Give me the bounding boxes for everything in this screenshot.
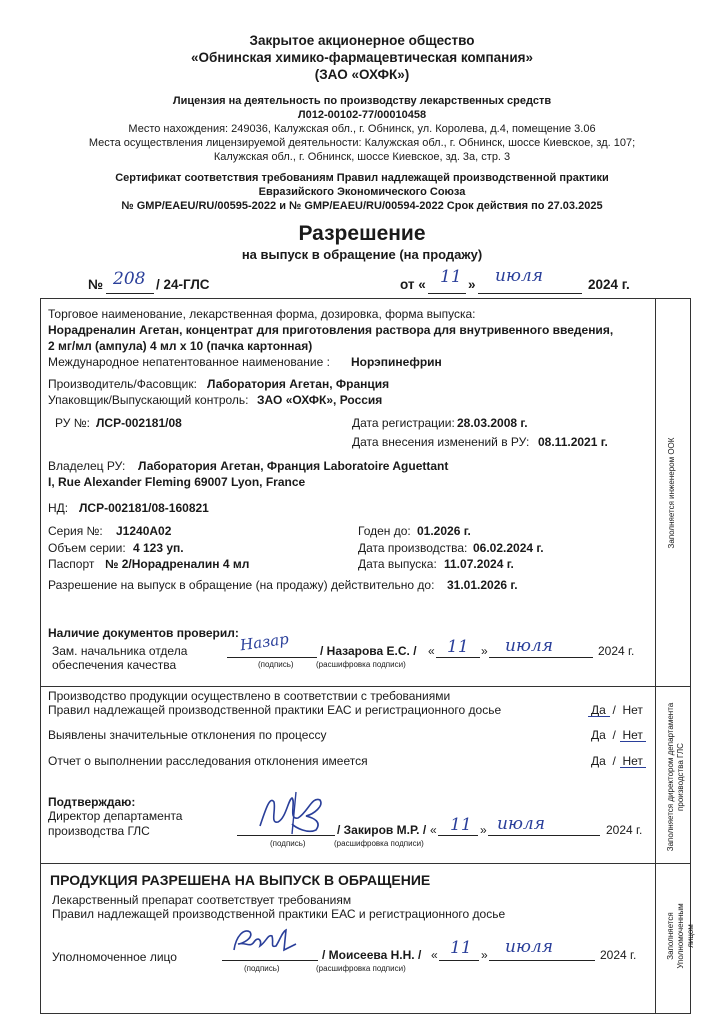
release-close-quote: » — [481, 948, 488, 962]
product-name-2: 2 мг/мл (ампула) 4 мл х 10 (пачка картонная) — [48, 339, 313, 353]
packer-label: Упаковщик/Выпускающий контроль: — [48, 393, 249, 407]
manufacturer-label: Производитель/Фасовщик: — [48, 377, 197, 391]
release-caption-sig: (подпись) — [244, 964, 280, 973]
inn-value: Норэпинефрин — [351, 355, 442, 369]
nd-value: ЛСР-002181/08-160821 — [79, 501, 209, 515]
confirm-role-1: Директор департамента — [48, 809, 183, 823]
docs-check-name: / Назарова Е.С. / — [320, 644, 417, 658]
confirm-year: 2024 г. — [606, 823, 643, 837]
owner-value-1: Лаборатория Агетан, Франция Laboratoire Aguettant — [138, 459, 449, 473]
doc-date-prefix: от « — [400, 277, 426, 292]
prod-date-label: Дата производства: — [358, 541, 468, 555]
docs-check-year: 2024 г. — [598, 644, 635, 658]
docs-check-caption-sig: (подпись) — [258, 660, 294, 669]
owner-value-2: I, Rue Alexander Fleming 69007 Lyon, France — [48, 475, 306, 489]
confirm-open-quote: « — [430, 823, 437, 837]
docs-check-role-2: обеспечения качества — [52, 658, 177, 672]
release-date-value: 11.07.2024 г. — [444, 557, 514, 571]
ru-value: ЛСР-002181/08 — [96, 416, 182, 430]
docs-check-role-1: Зам. начальника отдела — [52, 644, 188, 658]
ru-label: РУ №: — [55, 416, 90, 430]
doc-date-year: 2024 г. — [588, 277, 630, 292]
confirm-role-2: производства ГЛС — [48, 824, 150, 838]
doc-number-suffix: / 24-ГЛС — [156, 277, 210, 292]
confirm-day: 11 — [450, 815, 472, 835]
docs-check-day: 11 — [447, 637, 469, 657]
series-value: J1240A02 — [116, 524, 172, 538]
release-name: / Моисеева Н.Н. / — [322, 948, 422, 962]
nd-label: НД: — [48, 501, 69, 515]
passport-value: № 2/Норадреналин 4 мл — [105, 557, 250, 571]
doc-date-month: июля — [495, 266, 543, 286]
doc-date-day: 11 — [440, 267, 462, 287]
q3-text: Отчет о выполнении расследования отклонения имеется — [48, 754, 368, 768]
inn-label: Международное непатентованное наименование : — [48, 355, 330, 369]
doc-number-handwritten: 208 — [113, 269, 146, 289]
confirm-caption-sig: (подпись) — [270, 839, 306, 848]
side-label-gls: Заполняется директором департамента производства ГЛС — [666, 702, 685, 852]
release-role: Уполномоченное лицо — [52, 950, 177, 964]
license-title: Лицензия на деятельность по производству лекарственных средств — [172, 95, 552, 107]
company-short: (ЗАО «ОХФК») — [314, 67, 410, 82]
certificate-line-3: № GMP/EAEU/RU/00595-2022 и № GMP/EAEU/RU/00594-2022 Срок действия по 27.03.2025 — [121, 200, 603, 212]
docs-check-month: июля — [505, 636, 553, 656]
confirm-title: Подтверждаю: — [48, 795, 136, 809]
owner-label: Владелец РУ: — [48, 459, 126, 473]
docs-check-open-quote: « — [428, 644, 435, 658]
manufacturer-value: Лаборатория Агетан, Франция — [207, 377, 390, 391]
prod-date-value: 06.02.2024 г. — [473, 541, 544, 555]
confirm-name: / Закиров М.Р. / — [337, 823, 427, 837]
docs-check-caption-name: (расшифровка подписи) — [316, 660, 406, 669]
side-label-ook: Заполняется инженером ООК — [667, 437, 676, 549]
release-caption-name: (расшифровка подписи) — [316, 964, 406, 973]
page-title: Разрешение — [298, 222, 426, 245]
production-line-1: Производство продукции осуществлено в соответствии с требованиями — [48, 689, 451, 703]
packer-value: ЗАО «ОХФК», Россия — [257, 393, 383, 407]
confirm-caption-name: (расшифровка подписи) — [334, 839, 424, 848]
reg-date-value: 28.03.2008 г. — [457, 416, 528, 430]
release-day: 11 — [450, 938, 472, 958]
release-month: июля — [505, 937, 553, 957]
release-open-quote: « — [431, 948, 438, 962]
docs-check-signature: Назар — [238, 629, 290, 655]
product-name-1: Норадреналин Агетан, концентрат для приготовления раствора для внутривенного введения, — [48, 323, 614, 337]
docs-check-close-quote: » — [481, 644, 488, 658]
license-number: Л012-00102-77/00010458 — [297, 109, 427, 121]
q3-answer: Да / Нет — [591, 754, 643, 768]
passport-label: Паспорт — [48, 557, 95, 571]
series-label: Серия №: — [48, 524, 103, 538]
product-label: Торговое наименование, лекарственная форма, дозировка, форма выпуска: — [48, 307, 476, 321]
page-subtitle: на выпуск в обращение (на продажу) — [241, 247, 483, 262]
q2-text: Выявлены значительные отклонения по процессу — [48, 728, 327, 742]
volume-value: 4 123 уп. — [133, 541, 184, 555]
license-location: Место нахождения: 249036, Калужская обл., г. Обнинск, ул. Королева, д.4, помещение 3.06 — [128, 123, 596, 135]
certificate-line-1: Сертификат соответствия требованиям Правил надлежащей производственной практики — [115, 172, 609, 184]
release-line-2: Правил надлежащей производственной практики ЕАС и регистрационного досье — [52, 907, 506, 921]
expiry-label: Годен до: — [358, 524, 411, 538]
doc-number-prefix: № — [88, 277, 104, 292]
confirm-month: июля — [497, 814, 545, 834]
production-line-2: Правил надлежащей производственной практики ЕАС и регистрационного досье — [48, 703, 502, 717]
doc-date-mid: » — [468, 277, 476, 292]
license-places-1: Места осуществления лицензируемой деятельности: Калужская обл., г. Обнинск, шоссе Киевское, зд. 107; — [88, 137, 636, 149]
docs-check-title: Наличие документов проверил: — [48, 626, 239, 640]
director-signature — [252, 788, 332, 838]
authorized-signature — [228, 922, 300, 960]
reg-date-label: Дата регистрации: — [352, 416, 455, 430]
release-line-1: Лекарственный препарат соответствует требованиям — [52, 893, 352, 907]
company-type: Закрытое акционерное общество — [249, 33, 475, 48]
release-title: ПРОДУКЦИЯ РАЗРЕШЕНА НА ВЫПУСК В ОБРАЩЕНИЕ — [50, 872, 431, 888]
confirm-close-quote: » — [480, 823, 487, 837]
release-date-label: Дата выпуска: — [358, 557, 437, 571]
volume-label: Объем серии: — [48, 541, 126, 555]
license-places-2: Калужская обл., г. Обнинск, шоссе Киевское, зд. 3а, стр. 3 — [213, 151, 511, 163]
q1-answer: Да / Нет — [591, 703, 643, 717]
certificate-line-2: Евразийского Экономического Союза — [258, 186, 466, 198]
valid-value: 31.01.2026 г. — [447, 578, 518, 592]
expiry-value: 01.2026 г. — [417, 524, 471, 538]
company-name: «Обнинская химико-фармацевтическая компания» — [190, 50, 533, 65]
valid-label: Разрешение на выпуск в обращение (на продажу) действительно до: — [48, 578, 435, 592]
change-date-label: Дата внесения изменений в РУ: — [352, 435, 530, 449]
q2-answer: Да / Нет — [591, 728, 643, 742]
release-year: 2024 г. — [600, 948, 637, 962]
change-date-value: 08.11.2021 г. — [538, 435, 608, 449]
side-label-authorized: Заполняется Уполномоченным лицом — [666, 903, 695, 969]
